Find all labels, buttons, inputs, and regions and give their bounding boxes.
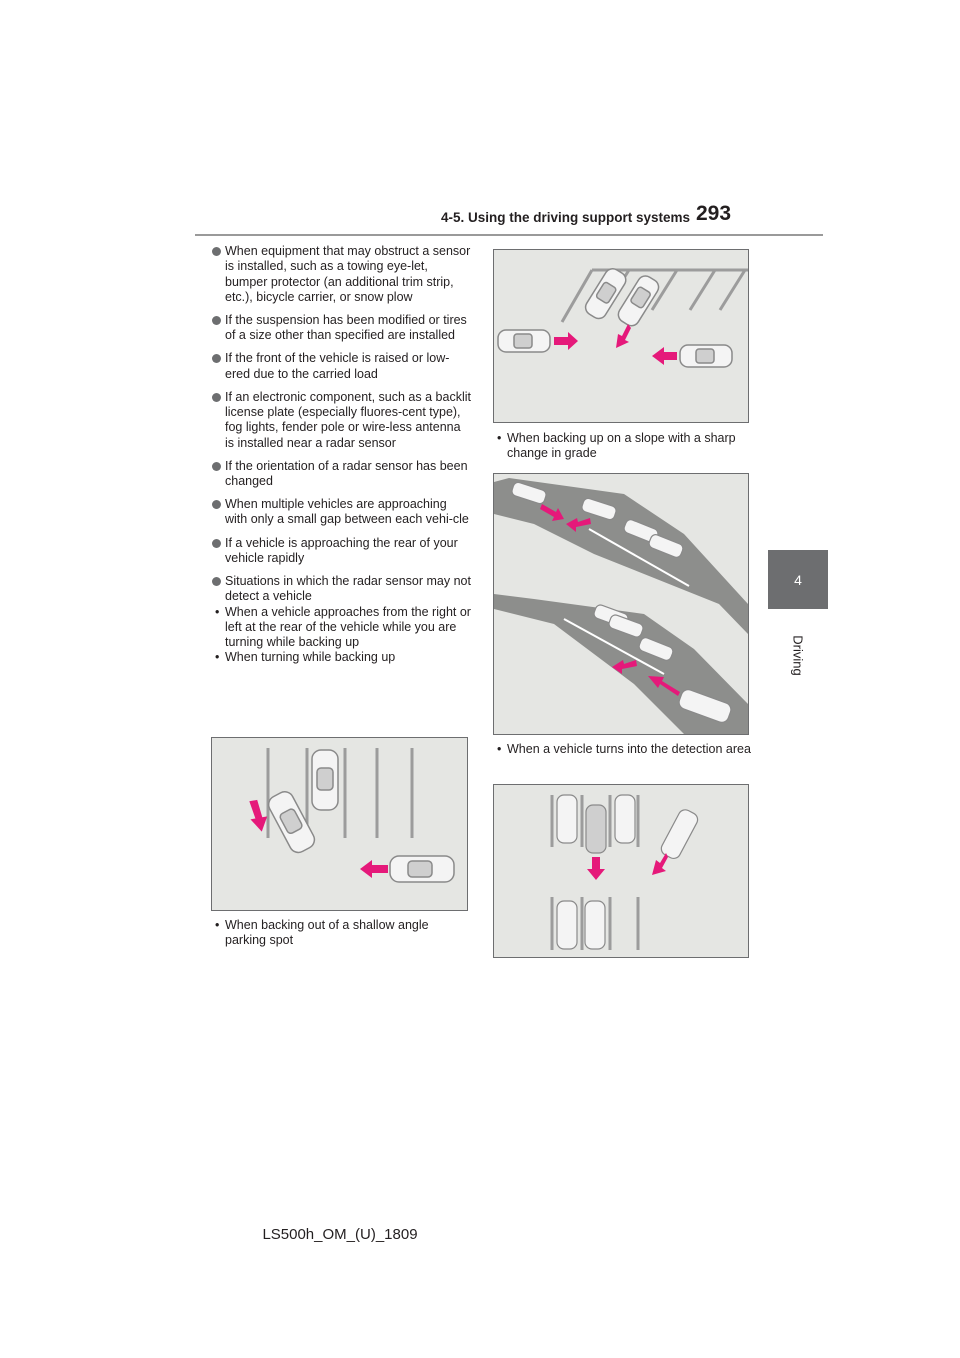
bullet-dot-icon: [212, 354, 221, 363]
sub-item-text: When a vehicle approaches from the right or left at the rear of the vehicle while you are turning while backing up: [225, 604, 471, 650]
sub-item: [212, 605, 472, 651]
sub-dot: •: [215, 650, 220, 665]
figure-turns-into: [493, 784, 749, 958]
caption-shallow-angle: [212, 918, 472, 949]
bullet-text: If a vehicle is approaching the rear of your vehicle rapidly: [225, 535, 458, 565]
bullet-dot-icon: [212, 539, 221, 548]
bullet-item: [212, 313, 472, 344]
bullet-item: [212, 497, 472, 528]
arrow-icon: [587, 853, 668, 880]
bullet-text: When equipment that may obstruct a sensor is installed, such as a towing eye-let, bumper protector (an additional trim strip, etc.), bicycle carrier, or snow plow: [225, 244, 471, 304]
figure-shallow-angle: [493, 249, 749, 423]
bullet-dot-icon: [212, 462, 221, 471]
header-divider: [195, 234, 823, 236]
bullet-item: [212, 351, 472, 382]
chapter-number: 4: [794, 571, 802, 588]
car-icon: [265, 789, 317, 856]
bullet-text: If the front of the vehicle is raised or low-ered due to the carried load: [225, 351, 450, 381]
figure-turning-backing: [211, 737, 468, 911]
bullet-text: Situations in which the radar sensor may not detect a vehicle: [225, 573, 471, 604]
sub-dot: •: [215, 918, 220, 932]
chapter-label: [768, 620, 828, 690]
left-column: [212, 244, 472, 666]
sub-dot: •: [497, 431, 502, 445]
bullet-text: When multiple vehicles are approaching with only a small gap between each vehi-cle: [225, 497, 469, 527]
bullet-item: [212, 536, 472, 567]
page-number: 293: [696, 202, 732, 225]
sub-dot: •: [497, 742, 502, 756]
bullet-dot-icon: [212, 393, 221, 402]
caption-text: When backing up on a slope with a sharp change in grade: [507, 431, 736, 461]
caption-slope: [494, 431, 754, 462]
section-title: 4-5. Using the driving support systems: [440, 210, 690, 225]
car-icon: [680, 345, 732, 367]
caption-text: When backing out of a shallow angle parking spot: [225, 918, 429, 948]
car-icon: [312, 750, 338, 810]
car-icon: [586, 805, 606, 853]
bullet-dot-icon: [212, 577, 221, 586]
figure-slope: [493, 473, 749, 735]
chapter-tab[interactable]: [768, 550, 828, 609]
bullet-dot-icon: [212, 500, 221, 509]
car-icon: [498, 330, 550, 352]
caption-text: When a vehicle turns into the detection area: [507, 742, 751, 756]
bullet-item: [212, 459, 472, 490]
bullet-text: If the suspension has been modified or tires of a size other than specified are installed: [225, 312, 467, 343]
bullet-text: If the orientation of a radar sensor has been changed: [225, 458, 468, 489]
car-icon: [390, 856, 454, 882]
bullet-dot-icon: [212, 316, 221, 325]
sub-item: [212, 650, 472, 665]
bullet-item: [212, 244, 472, 305]
sub-dot: •: [215, 604, 220, 619]
bullet-item: [212, 390, 472, 451]
bullet-dot-icon: [212, 247, 221, 256]
arrow-icon: [554, 324, 677, 365]
bullet-text: If an electronic component, such as a backlit license plate (especially fluores-cent type), fog lights, fender pole or wire-less antenna is installed near a radar sensor: [225, 389, 471, 450]
caption-turns-into: [494, 742, 754, 757]
bullet-item: [212, 574, 472, 605]
car-icon: [659, 807, 700, 861]
chapter-label-text: Driving: [790, 634, 806, 676]
sub-item-text: When turning while backing up: [225, 650, 396, 665]
document-code: LS500h_OM_(U)_1809: [262, 1226, 418, 1243]
